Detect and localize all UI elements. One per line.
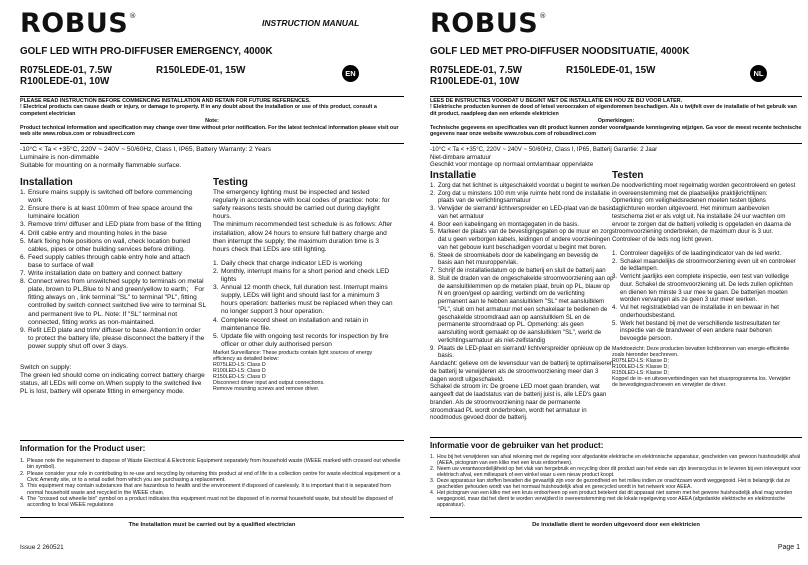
list-item: 4. Vul het registratieblad van de installatie in en bewaar in het onderhoudsbestand. <box>612 304 779 319</box>
divider <box>20 517 404 518</box>
language-badge: NL <box>750 65 767 82</box>
list-item: 4. The "crossed out wheelie bin" symbol on a product indicates this equipment must not be disposed of in normal household waste, but should be disposed of according to local WEEE regulations <box>20 496 393 509</box>
robus-logo: ROBUS® <box>20 8 137 39</box>
dutch-page <box>416 0 802 565</box>
installation-heading: Installatie <box>430 170 477 181</box>
list-item: 2. Please consider your role in contributing to re-use and recycling by returning this product at end of life to a collection centre for waste electrical equipment or a Civic Amenity site, or to a retail outlet from which you are purchasing a replacement. <box>20 470 401 484</box>
installation-steps <box>20 189 206 351</box>
divider <box>20 96 404 97</box>
list-item: 9. Refit LED plate and trim/ diffuser to base. Attention:In order to protect the battery life, please disconnect the battery if the power supply shut off over 3 days. <box>20 326 205 350</box>
list-item: 5. Markeer de plaats van de bevestigingsgaten op de muur en zorg dat u geen verborgen kabels, leidingen of andere voorzieningen van het gebouw kunt beschadigen voordat u begint met boren. <box>430 228 613 251</box>
installation-heading: Installation <box>20 177 73 188</box>
divider <box>430 143 802 144</box>
list-item: 2. Monthly, interrupt mains for a short period and check LED lights <box>213 267 390 284</box>
list-item: 1. Please note the requirement to dispose of Waste Electrical & Electronic Equipment separately from household waste (WEEE marked with crossed out wheelie bin symbol). <box>20 458 401 471</box>
product-title: GOLF LED WITH PRO-DIFFUSER EMERGENCY, 4000K <box>20 46 273 57</box>
divider <box>430 96 802 97</box>
list-item: 4. Drill cable entry and mounting holes in the base <box>20 229 167 237</box>
divider <box>20 143 404 144</box>
list-item: 6. Feed supply cables through cable entry hole and attach base to surface of wall <box>20 253 191 269</box>
testing-section: Testing The emergency lighting must be inspected and tested regularly in accordance with local codes of practice: note: for safety reasons tests should be carried out during daylight hours. The minimum recommended test schedule is as follows: After installation, allow 24 hours to ensure full battery charge and then interrupt the supply; the maximum duration time is 3 hours check that LEDs are still lighting. 1. Daily check that charge indicator LED is working 2. Monthly, interrupt mains for a short period and check LED lights 3. Annual 12 month check, full duration test. Interrupt mains supply, LEDs will light and should last for a minimum 3 hours operation: batteries must be replaced when they can no longer support 3 hour operation. 4. Complete record sheet on installation and retain in maintenance file. 5. Update file with ongoing test records for inspection by fire officer or other duly authorised person Market Surveillance: These products contain light sources of energy efficiency as detailed below: R075LED-LS: Class D R100LED-LS: Class D R150LED-LS: Class D Disconnect driver input and output connections. Remove mounting screws and remove driver. <box>213 177 393 393</box>
language-badge: EN <box>342 65 359 82</box>
testing-heading: Testen <box>612 170 644 181</box>
info-heading: Information for the Product user: <box>20 444 146 453</box>
list-item: 3. Deze apparatuur kan stoffen bevatten die gevaarlijk zijn voor de gezondheid en het milieu indien ze onachtzaam wordt weggegooid. Het is belangrijk dat ze gescheiden gehouden wordt van het normaal huishoudelijk afval en gerecycled wordt in het netwerk voor AEEA. <box>430 478 791 491</box>
page-number: Page 1 <box>777 544 800 551</box>
attention-text: Aandacht: gelieve om de levensduur van de batterij te optimaliseren de batterij te verwijderen als de stroomvoorziening meer dan 3 dagen wordt uitgeschakeld. <box>430 360 614 383</box>
list-item: 7. Schrijf de installatiedatum op de batterij en sluit de batterij aan <box>430 267 606 274</box>
testing-steps <box>213 260 393 349</box>
switch-text: The green led should come on indicating correct battery charge status, all LEDs will come on.When supply to the switched live PL is lost, battery will operate fitting in emergency mode. <box>20 372 205 396</box>
list-item: 5. Update file with ongoing test records for inspection by fire officer or other duly authorised person <box>213 332 389 348</box>
list-item: 1. Hou bij het verwijderen van afval rekening met de regeling voor afgedankte elektrische en elektronische apparatuur, gescheiden van gewoon huishoudelijk afval (AEEA, pictogram van een kliko met een kruis erdoorheen). <box>430 454 801 467</box>
testing-heading: Testing <box>213 177 248 188</box>
installation-section <box>430 172 614 422</box>
list-item: 2. Ensure there is at least 100mm of free space around the luminaire location <box>20 205 193 221</box>
info-list <box>430 454 802 508</box>
list-item: 2. Schakel maandelijks de stroomvoorziening even uit en controleer de ledlampen. <box>612 257 796 273</box>
list-item: 1. Ensure mains supply is switched off before commencing work <box>20 189 193 205</box>
manual-title: INSTRUCTION MANUAL <box>262 18 360 28</box>
list-item: 9. Plaats de LED-plaat en sierrand/ lichtverspreider opnieuw op de basis. <box>430 344 611 360</box>
list-item: 4. Het pictogram van een kliko met een kruis erdoorheen op een product betekent dat dit apparaat niet samen met het gewone huishoudelijk afval mag worden weggegooid, maar dat het dient te worden verwijderd in overeenstemming met de lokale regelgeving voor AEEA (afgedankte elektrische en elektronische apparatuur). <box>430 490 793 509</box>
installation-section <box>20 179 206 396</box>
safety-warning: PLEASE READ INSTRUCTION BEFORE COMMENCING INSTALLATION AND RETAIN FOR FUTURE REFERENCES. ! Electrical products can cause death or injury, or damage to property. If in any doubt about the installation or use of this product, consult a competent electrician Note: Product technical information and specification may change over time without prior notification. For the latest technical information please visit our web site www.robus.com or robusdirect.com <box>20 98 399 138</box>
list-item: 3. This equipment may contain substances that are hazardous to health and the environment if disposed of carelessly. It is important that it is separated from normal household waste and recycled in the WEEE chain. <box>20 483 391 496</box>
safety-warning: LEES DE INSTRUCTIES VOORDAT U BEGINT MET DE INSTALLATIE EN HOU ZE BIJ VOOR LATER. ! Elektrische producten kunnen de dood of letsel veroorzaken of eigendommen beschadigen. Als u twijfelt over de installatie of het gebruik van dit product, raadpleeg dan een erkende elektricien Opmerkingen: Technische gegevens en specificaties van dit product kunnen zonder voorafgaande kennisgeving wijzigen. Ga voor de meest recente technische gegevens naar onze website www.robus.com of robusdirect.com <box>430 98 802 138</box>
list-item: 1. Zorg dat het lichtnet is uitgeschakeld voordat u begint te werken. <box>430 181 613 189</box>
footer-note: De installatie dient te worden uitgevoerd door een elektricien <box>532 522 700 528</box>
market-surveillance: Markttoezicht: Deze producten bevatten lichtbronnen van energie-efficiëntie zoals hieronder beschreven. R075LED-LS: Klasse D; R100LED-LS: Klasse D; R150LED-LS: Klasse D; Koppel de in- en uitvoerverbindingen van het stuurprogramma los. Verwijder de bevestigingsschroeven en verwijder de driver. <box>612 345 791 389</box>
list-item: 6. Steek de stroomkabels door de kabelingang en bevestig de basis aan het muuroppervlak. <box>430 251 599 267</box>
product-title: GOLF LED MET PRO-DIFFUSER NOODSITUATIE, 4000K <box>430 46 690 57</box>
list-item: 4. Complete record sheet on installation and retain in maintenance file. <box>213 316 368 332</box>
market-surveillance: Market Surveillance: These products contain light sources of energy efficiency as detailed below: R075LED-LS: Class D R100LED-LS: Class D R150LED-LS: Class D Disconnect driver input and output connections. Remove mounting screws and remove driver. <box>213 349 373 393</box>
divider <box>20 440 404 441</box>
robus-logo: ROBUS® <box>430 8 547 39</box>
list-item: 2. Neem uw verantwoordelijkheid op het vlak van hergebruik en recycling door dit product aan het einde van zijn levenscyclus in te leveren bij een inleverpunt voor elektrisch afval, een milieupark of een winkel waar u een nieuw product koopt. <box>430 466 801 479</box>
product-codes: R075LEDE-01, 7.5W R150LEDE-01, 15W R100LEDE-01, 10W <box>430 65 656 87</box>
list-item: 5. Werk het bestand bij met de verschillende testresultaten ter inspectie van de brandweer of een andere naar behoren bevoegde persoon. <box>612 319 781 342</box>
issue-number: Issue 2 260521 <box>20 544 64 551</box>
list-item: 8. Sluit de draden van de ongeschakelde stroomvoorziening aan op de aansluitklemmen op de metalen plaat, bruin op PL, blauw op N en groen/geel op aarding; verbindt om de verlichting permanent aan te hebben aansluitklem "SL" met aansluitklem "PL", sluit om het armatuur met een schakelaar te bedienen de geschakelde stroomdraad aan op aansluitklem SL en de permanente stroomdraad op PL. Opmerking: als geen aansluiting wordt gemaakt op de aansluitklem "SL", werkt de verlichtingsarmatuur als niet-zelfstandig <box>430 274 614 344</box>
list-item: 2. Zorg dat u minstens 100 mm vrije ruimte hebt rond de installatie plaats van de verlichtingsarmatuur <box>430 189 611 205</box>
divider <box>430 517 802 518</box>
list-item: 3. Verwijder de sierrand/ lichtverspreider en LED-plaat van de basis van het armatuur <box>430 205 614 220</box>
divider <box>430 437 802 438</box>
list-item: 1. Controleer dagelijks of de laadingindicator van de led werkt. <box>612 249 782 257</box>
installation-steps <box>430 182 614 360</box>
info-heading: Informatie voor de gebruiker van het product: <box>430 441 604 450</box>
switch-heading: Switch on supply: <box>20 363 72 371</box>
list-item: 3. Verricht jaarlijks een complete inspectie, een test van volledige duur. Schakel de stroomvoorziening uit. De leds zullen oplichten en dienen ten minste 3 uur mee te gaan. De batterijen moeten worden vervangen als ze geen 3 uur meer werken. <box>612 273 793 304</box>
spec-block: -10°C < Ta < +35°C, 220V ~ 240V ~ 50/60Hz, Class I, IP65, Battery Warranty: 2 Years Luminaire is non-dimmable Suitable for mounting on a normally flammable surface. <box>20 146 272 170</box>
testing-steps <box>612 250 796 343</box>
spec-block: -10°C < Ta < +35°C, 220V ~ 240V ~ 50/60Hz, Class I, IP65, Batterij Garantie: 2 Jaar Niet-dimbare armatuur Geschikt voor montage op normaal ontvlambaar oppervlakte <box>430 146 658 169</box>
info-list <box>20 458 404 509</box>
switch-text: Schakel de stroom in: De groene LED moet gaan branden, wat aangeeft dat de laadstatus van de batterij juist is, alle LED's gaan branden. Als de stroomvoorziening naar de permanente stroomdraad PL wordt onderbroken, wordt het armatuur in noodmodus gevoed door de batterij. <box>430 383 607 422</box>
testing-section: Testen De noodverlichting moet regelmatig worden gecontroleerd en getest in overeenstemming met de plaatselijke praktijkrichtlijnen: Opmerking: om veiligheidsredenen moeten testen tijdens daglichturen worden uitgevoerd. Het minimum aanbevolen testschema ziet er als volgt uit. Na installatie 24 uur wachten om ervoor te zorgen dat de batterij volledig is opgeladen en daarna de stroomvoorziening onderbreken, de maximum duur is 3 uur. Controleer of de leds nog licht geven. 1. Controleer dagelijks of de laadingindicator van de led werkt. 2. Schakel maandelijks de stroomvoorziening even uit en controleer de ledlampen. 3. Verricht jaarlijks een complete inspectie, een test van volledige duur. Schakel de stroomvoorziening uit. De leds zullen oplichten en dienen ten minste 3 uur mee te gaan. De batterijen moeten worden vervangen als ze geen 3 uur meer werken. 4. Vul het registratieblad van de installatie in en bewaar in het onderhoudsbestand. 5. Werk het bestand bij met de verschillende testresultaten ter inspectie van de brandweer of een andere naar behoren bevoegde persoon. Markttoezicht: Deze producten bevatten lichtbronnen van energie-efficiëntie zoals hieronder beschreven. R075LED-LS: Klasse D; R100LED-LS: Klasse D; R150LED-LS: Klasse D; Koppel de in- en uitvoerverbindingen van het stuurprogramma los. Verwijder de bevestigingsschroeven en verwijder de driver. <box>612 170 796 389</box>
english-page <box>6 0 404 565</box>
product-codes: R075LEDE-01, 7.5W R150LEDE-01, 15W R100LEDE-01, 10W <box>20 65 246 87</box>
list-item: 4. Boor een kabelingang en montagegaten in de basis. <box>430 220 579 228</box>
list-item: 8. Connect wires from unswitched supply to terminals on metal plate, brown to PL,Blue to N and green/yellow to earth； For fitting always on , link terminal "SL" to terminal "PL", fitting controlled by switch connect switched live wire to terminal SL and permanent live to PL. Note: If "SL" terminal not connected, fitting works as non-maintained. <box>20 278 206 326</box>
list-item: 5. Mark fixing hole positions on wall, check location buried cables, pipes or other building services before drilling. <box>20 237 190 253</box>
list-item: 1. Daily check that charge indicator LED is working <box>213 259 363 267</box>
list-item: 3. Remove trim/ diffuser and LED plate from base of the fitting <box>20 221 202 229</box>
list-item: 3. Annual 12 month check, full duration test. Interrupt mains supply, LEDs will light and should last for a minimum 3 hours operation: batteries must be replaced when they can no longer support 3 hour operation. <box>213 284 393 316</box>
footer-note: The Installation must be carried out by a qualified electrician <box>128 522 296 528</box>
list-item: 7. Write installation date on battery and connect battery <box>20 270 182 278</box>
